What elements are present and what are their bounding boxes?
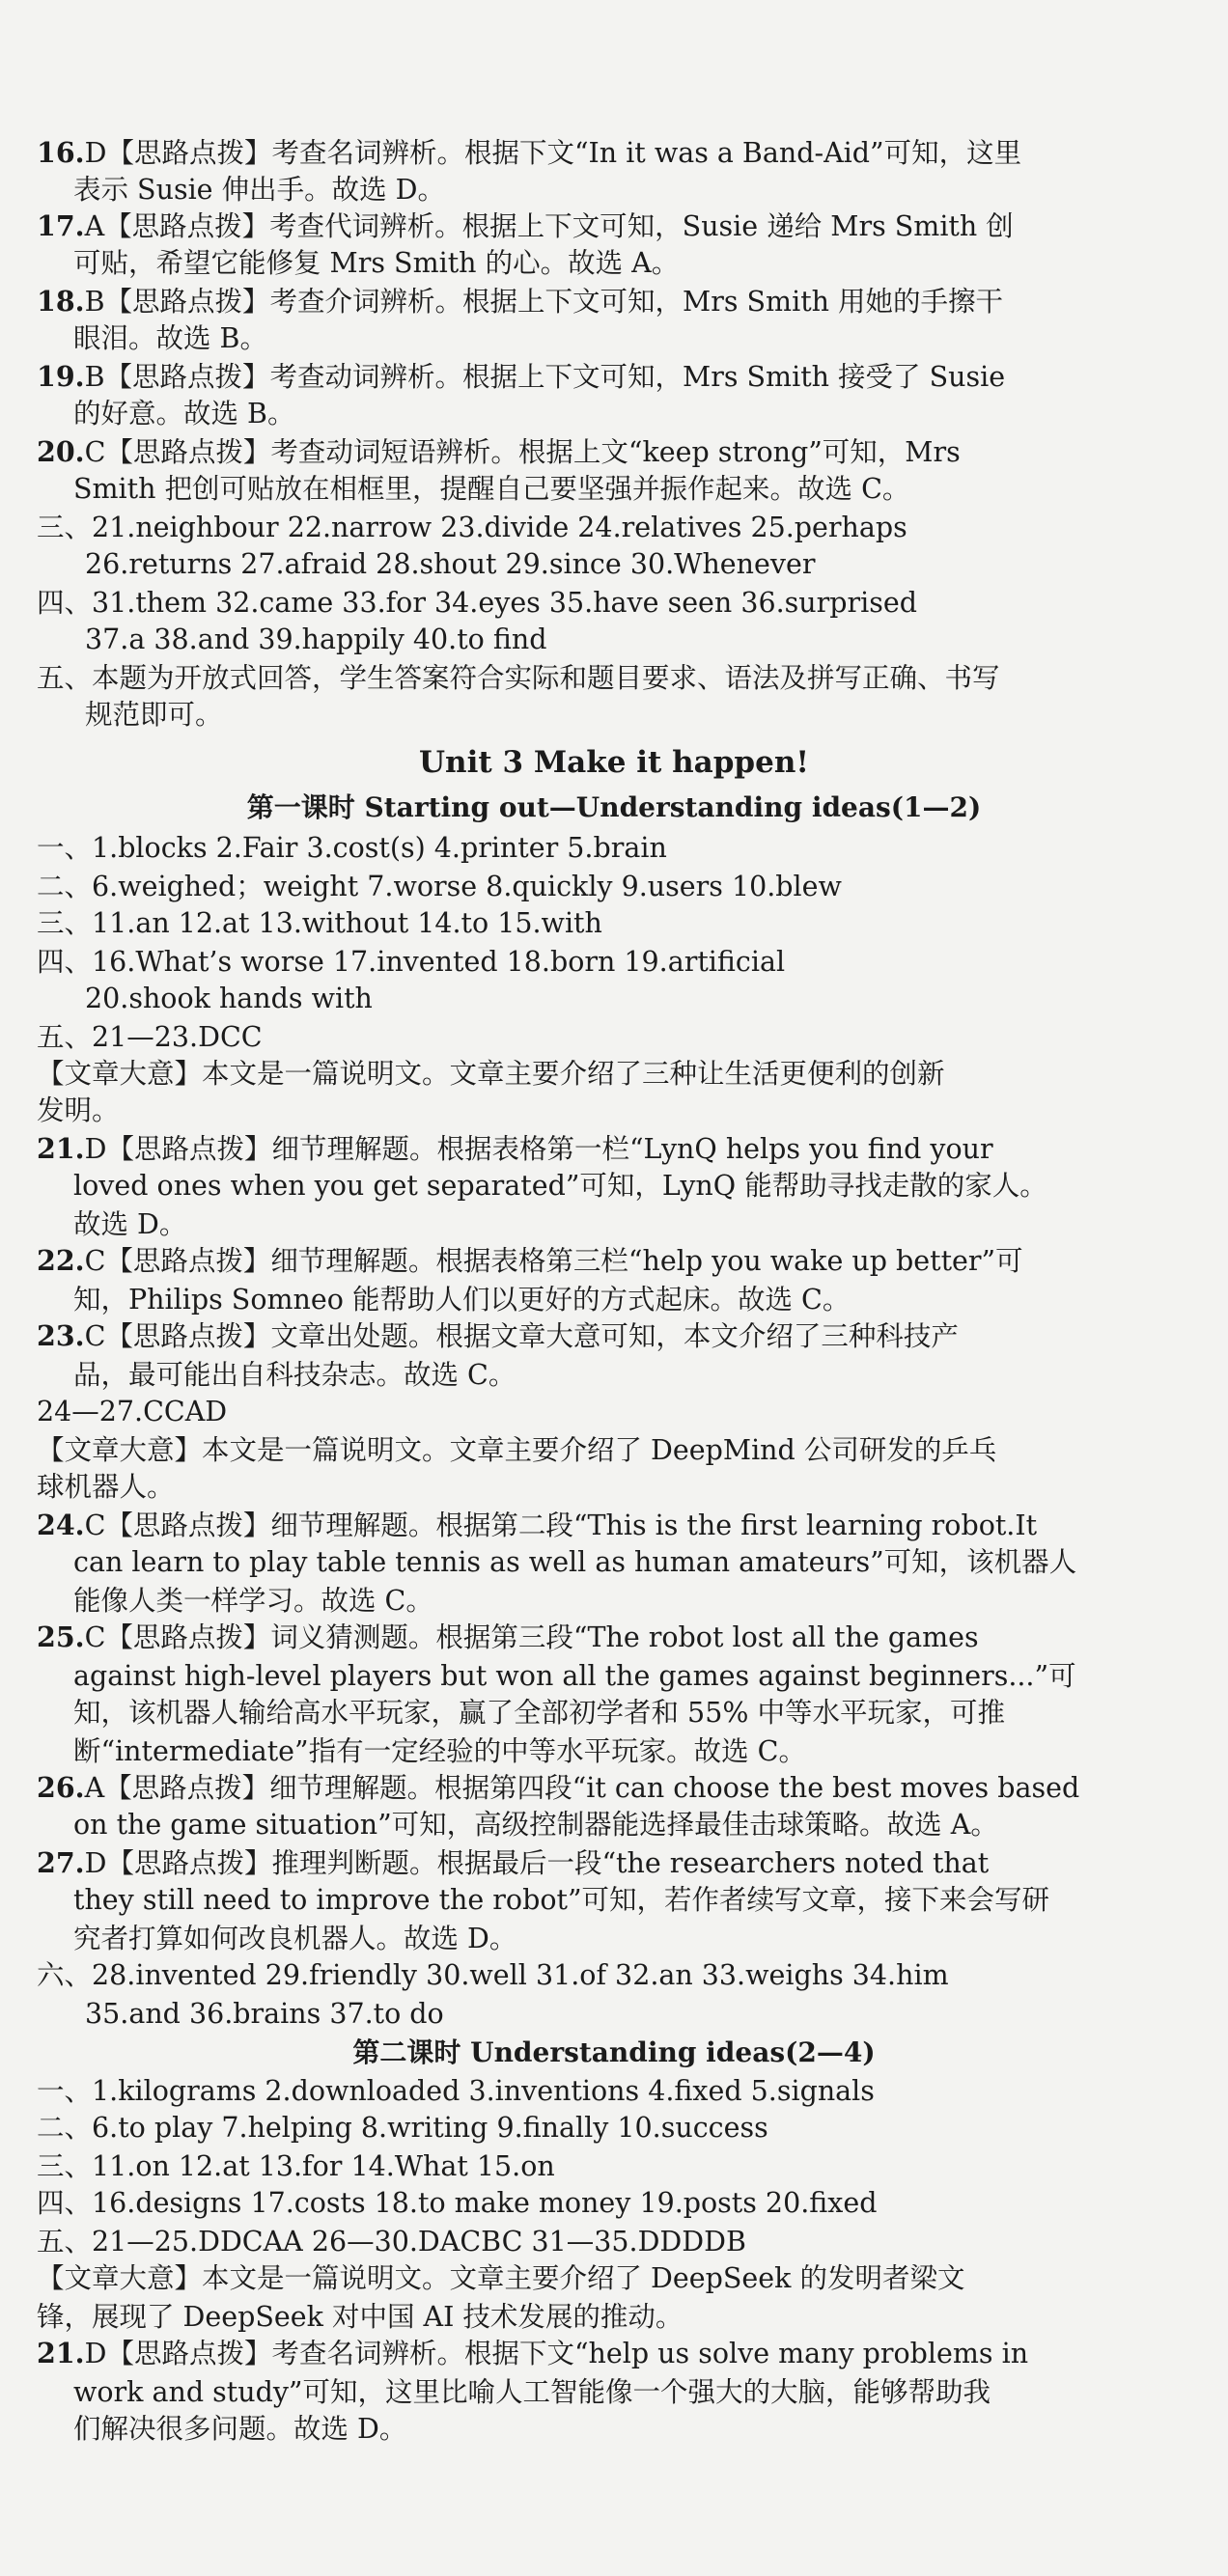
lesson-title: 第二课时 Understanding ideas(2—4) <box>352 2036 876 2068</box>
answer-line-24: 24.C【思路点拨】细节理解题。根据第二段“This is the first learning robot.It <box>37 1509 1038 1541</box>
text-line: 知，Philips Somneo 能帮助人们以更好的方式起床。故选 C。 <box>73 1284 851 1316</box>
text-line: against high-level players but won all the games against beginners...”可 <box>73 1660 1076 1692</box>
section-5-line: 五、本题为开放式回答，学生答案符合实际和题目要求、语法及拼写正确、书写 <box>37 662 1000 694</box>
answer-line-21: 21.D【思路点拨】考查名词辨析。根据下文“help us solve many problems in <box>37 2337 1029 2369</box>
answer-line-16: 16.D【思路点拨】考查名词辨析。根据下文“In it was a Band-Aid”可知，这里 <box>37 136 1022 169</box>
section-3-line: 26.returns 27.afraid 28.shout 29.since 30.Whenever <box>85 548 816 580</box>
text-line: 究者打算如何改良机器人。故选 D。 <box>73 1923 517 1954</box>
text-line: work and study”可知，这里比喻人工智能像一个强大的大脑，能够帮助我 <box>73 2376 991 2408</box>
section-2-line: 二、6.weighed；weight 7.worse 8.quickly 9.users 10.blew <box>37 871 842 902</box>
answer-group-line: 24—27.CCAD <box>37 1396 228 1427</box>
section-5-line: 五、21—23.DCC <box>37 1021 263 1053</box>
answer-line-18: 18.B【思路点拨】考查介词辨析。根据上下文可知，Mrs Smith 用她的手擦干 <box>37 285 1004 318</box>
section-4-line: 37.a 38.and 39.happily 40.to find <box>85 623 547 655</box>
text-line: 知，该机器人输给高水平玩家，赢了全部初学者和 55% 中等水平玩家，可推 <box>73 1697 1005 1729</box>
text-line: can learn to play table tennis as well as human amateurs”可知，该机器人 <box>73 1546 1077 1578</box>
answer-line-20: 20.C【思路点拨】考查动词短语辨析。根据上文“keep strong”可知，Mrs <box>37 435 961 468</box>
answer-line-25: 25.C【思路点拨】词义猜测题。根据第三段“The robot lost all the games <box>37 1620 979 1653</box>
text-line: they still need to improve the robot”可知，若作者续写文章，接下来会写研 <box>73 1884 1050 1916</box>
summary-line: 【文章大意】本文是一篇说明文。文章主要介绍了三种让生活更便利的创新 <box>37 1058 945 1090</box>
text-line: 能像人类一样学习。故选 C。 <box>73 1585 433 1617</box>
section-3-line: 三、11.an 12.at 13.without 14.to 15.with <box>37 907 602 939</box>
section-3-line: 三、21.neighbour 22.narrow 23.divide 24.relatives 25.perhaps <box>37 512 907 543</box>
summary-line: 【文章大意】本文是一篇说明文。文章主要介绍了 DeepSeek 的发明者梁文 <box>37 2262 965 2294</box>
answer-line-26: 26.A【思路点拨】细节理解题。根据第四段“it can choose the best moves based <box>37 1771 1080 1804</box>
section-5-line: 五、21—25.DDCAA 26—30.DACBC 31—35.DDDDB <box>37 2226 746 2257</box>
section-2-line: 二、6.to play 7.helping 8.writing 9.finally 10.success <box>37 2112 768 2144</box>
text-line: loved ones when you get separated”可知，LynQ 能帮助寻找走散的家人。 <box>73 1170 1047 1202</box>
text-line: 的好意。故选 B。 <box>73 398 295 429</box>
text-line: 故选 D。 <box>73 1208 187 1240</box>
summary-line: 锋，展现了 DeepSeek 对中国 AI 技术发展的推动。 <box>37 2301 684 2333</box>
text-line: 品，最可能出自科技杂志。故选 C。 <box>73 1359 516 1391</box>
answer-line-22: 22.C【思路点拨】细节理解题。根据表格第三栏“help you wake up better”可 <box>37 1244 1023 1277</box>
text-line: 表示 Susie 伸出手。故选 D。 <box>73 174 446 206</box>
text-line: 们解决很多问题。故选 D。 <box>73 2413 407 2445</box>
answer-line-19: 19.B【思路点拨】考查动词辨析。根据上下文可知，Mrs Smith 接受了 Susie <box>37 360 1006 393</box>
text-line: Smith 把创可贴放在相框里，提醒自己要坚强并振作起来。故选 C。 <box>73 473 910 505</box>
summary-line: 发明。 <box>37 1094 120 1126</box>
section-1-line: 一、1.kilograms 2.downloaded 3.inventions 4.fixed 5.signals <box>37 2075 875 2107</box>
summary-line: 球机器人。 <box>37 1471 175 1503</box>
section-5-line: 规范即可。 <box>85 699 223 731</box>
unit-title: Unit 3 Make it happen! <box>419 745 809 780</box>
section-1-line: 一、1.blocks 2.Fair 3.cost(s) 4.printer 5.brain <box>37 832 667 864</box>
text-line: on the game situation”可知，高级控制器能选择最佳击球策略。故选 A。 <box>73 1809 998 1841</box>
text-line: 断“intermediate”指有一定经验的中等水平玩家。故选 C。 <box>73 1735 806 1767</box>
text-line: 眼泪。故选 B。 <box>73 322 268 354</box>
section-4-line: 四、16.designs 17.costs 18.to make money 19.posts 20.fixed <box>37 2187 878 2219</box>
answer-line-27: 27.D【思路点拨】推理判断题。根据最后一段“the researchers noted that <box>37 1846 990 1879</box>
text-line: 可贴，希望它能修复 Mrs Smith 的心。故选 A。 <box>73 247 680 279</box>
section-6-line: 六、28.invented 29.friendly 30.well 31.of 32.an 33.weighs 34.him <box>37 1959 949 1991</box>
section-4-line: 20.shook hands with <box>85 983 373 1014</box>
section-3-line: 三、11.on 12.at 13.for 14.What 15.on <box>37 2150 555 2182</box>
answer-line-21: 21.D【思路点拨】细节理解题。根据表格第一栏“LynQ helps you find your <box>37 1132 993 1165</box>
answer-line-23: 23.C【思路点拨】文章出处题。根据文章大意可知，本文介绍了三种科技产 <box>37 1319 959 1352</box>
answer-line-17: 17.A【思路点拨】考查代词辨析。根据上下文可知，Susie 递给 Mrs Smith 创 <box>37 209 1014 242</box>
section-4-line: 四、16.What’s worse 17.invented 18.born 19.artificial <box>37 946 786 978</box>
section-6-line: 35.and 36.brains 37.to do <box>85 1998 444 2030</box>
lesson-title: 第一课时 Starting out—Understanding ideas(1—2) <box>246 791 982 823</box>
section-4-line: 四、31.them 32.came 33.for 34.eyes 35.have seen 36.surprised <box>37 587 917 619</box>
summary-line: 【文章大意】本文是一篇说明文。文章主要介绍了 DeepMind 公司研发的乒乓 <box>37 1434 997 1466</box>
